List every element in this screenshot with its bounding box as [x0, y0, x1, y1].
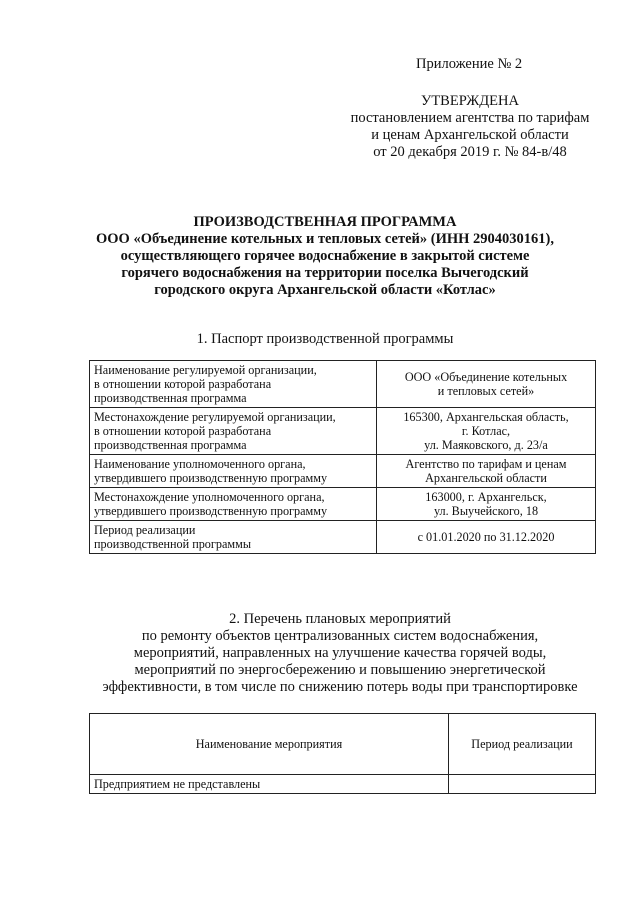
title-line: ООО «Объединение котельных и тепловых сетей» (ИНН 2904030161), — [96, 231, 554, 247]
approval-line: УТВЕРЖДЕНА — [421, 93, 519, 109]
approval-line: постановлением агентства по тарифам — [350, 110, 590, 126]
title-line: ПРОИЗВОДСТВЕННАЯ ПРОГРАММА — [193, 214, 457, 230]
passport-value-cell — [377, 361, 596, 408]
passport-label-cell — [90, 488, 377, 521]
passport-label-line: утвердившего производственную программу — [94, 471, 328, 485]
passport-label-line: в отношении которой разработана — [94, 424, 272, 438]
passport-value-line: и тепловых сетей» — [437, 384, 535, 398]
table-row — [90, 408, 596, 455]
passport-label-line: Местонахождение уполномоченного органа, — [94, 490, 325, 504]
passport-value-cell — [377, 455, 596, 488]
table-row — [90, 455, 596, 488]
passport-label-line: Период реализации — [94, 523, 196, 537]
passport-value-cell — [377, 488, 596, 521]
section2-heading — [60, 611, 620, 696]
passport-label-line: производственная программа — [94, 438, 247, 452]
approval-line: и ценам Архангельской области — [371, 127, 569, 143]
passport-label-cell — [90, 361, 377, 408]
title-line: осуществляющего горячее водоснабжение в закрытой системе — [120, 248, 530, 264]
passport-label-cell — [90, 455, 377, 488]
passport-label-line: Местонахождение регулируемой организации, — [94, 410, 336, 424]
passport-label-line: утвердившего производственную программу — [94, 504, 328, 518]
annex-number: Приложение № 2 — [416, 56, 523, 72]
section2-heading-line: 2. Перечень плановых мероприятий — [229, 611, 451, 627]
approval-block — [320, 93, 620, 161]
passport-value-line: 163000, г. Архангельск, — [425, 490, 547, 504]
passport-table-body — [90, 361, 596, 554]
passport-table — [89, 360, 596, 554]
program-title — [60, 214, 590, 299]
passport-value-line: Архангельской области — [425, 471, 547, 485]
table-row — [90, 521, 596, 554]
events-col-period-header: Период реализации — [449, 714, 596, 775]
approval-line: от 20 декабря 2019 г. № 84-в/48 — [373, 144, 567, 160]
title-line: городского округа Архангельской области «Котлас» — [154, 282, 496, 298]
event-period-cell — [449, 775, 596, 794]
passport-label-line: в отношении которой разработана — [94, 377, 272, 391]
section2-heading-line: по ремонту объектов централизованных систем водоснабжения, — [141, 628, 539, 644]
passport-value-cell — [377, 521, 596, 554]
passport-label-line: Наименование уполномоченного органа, — [94, 457, 306, 471]
passport-label-cell — [90, 408, 377, 455]
passport-label-line: производственной программы — [94, 537, 252, 551]
event-name-cell: Предприятием не представлены — [90, 775, 449, 794]
section1-heading: 1. Паспорт производственной программы — [196, 331, 454, 347]
table-row — [90, 361, 596, 408]
passport-value-line: Агентство по тарифам и ценам — [405, 457, 567, 471]
passport-value-line: ООО «Объединение котельных — [404, 370, 568, 384]
passport-value-line: 165300, Архангельская область, — [403, 410, 569, 424]
passport-value-line: ул. Выучейского, 18 — [433, 504, 539, 518]
table-row — [90, 488, 596, 521]
passport-label-cell — [90, 521, 377, 554]
passport-value-cell — [377, 408, 596, 455]
passport-label-line: Наименование регулируемой организации, — [94, 363, 317, 377]
passport-value-line: г. Котлас, — [461, 424, 511, 438]
events-table — [89, 713, 596, 794]
table-row — [90, 775, 596, 794]
passport-label-line: производственная программа — [94, 391, 247, 405]
section2-heading-line: мероприятий, направленных на улучшение качества горячей воды, — [133, 645, 547, 661]
section2-heading-line: мероприятий по энергосбережению и повышению энергетической — [134, 662, 546, 678]
events-header-row — [90, 714, 596, 775]
passport-value-line: ул. Маяковского, д. 23/а — [424, 438, 548, 452]
title-line: горячего водоснабжения на территории поселка Вычегодский — [121, 265, 529, 281]
events-col-name-header: Наименование мероприятия — [90, 714, 449, 775]
passport-value-line: с 01.01.2020 по 31.12.2020 — [417, 530, 555, 544]
section2-heading-line: эффективности, в том числе по снижению потерь воды при транспортировке — [102, 679, 578, 695]
